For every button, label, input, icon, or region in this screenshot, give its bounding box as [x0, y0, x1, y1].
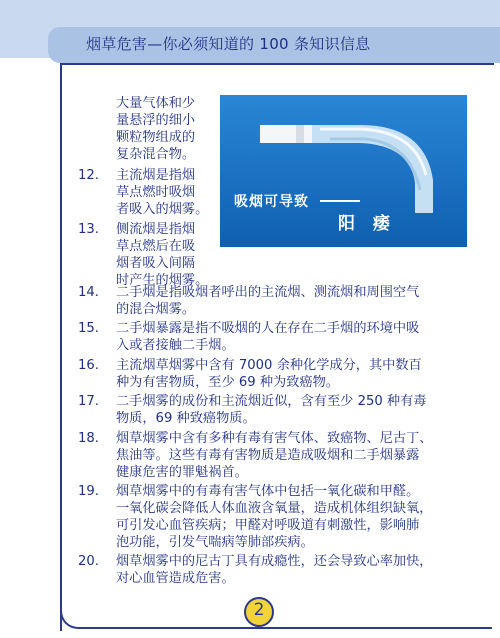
item-line: 烟草烟雾中的尼古丁具有成瘾性，还会导致心率加快， [116, 554, 433, 569]
intro-line: 大量气体和少 [116, 96, 196, 111]
item-line: 主流烟草烟雾中含有 7000 余种化学成分，其中数百 [116, 358, 422, 373]
intro-line: 复杂混合物。 [116, 147, 196, 162]
item-line: 烟者吸入间隔 [116, 256, 196, 271]
item-line: 草点燃后在吸 [116, 239, 196, 254]
item-line: 侧流烟是指烟 [116, 222, 196, 237]
item-line: 可引发心血管疾病；甲醛对呼吸道有刺激性，影响肺 [116, 518, 420, 533]
item-line: 时产生的烟雾。 [116, 273, 209, 288]
item-number: 19. [78, 484, 99, 499]
item-line: 对心血管造成危害。 [116, 571, 235, 586]
item-number: 14. [78, 285, 99, 300]
item-line: 主流烟是指烟 [116, 168, 196, 183]
warning-illustration [220, 95, 467, 247]
caption-left: 吸烟可导致 [234, 194, 309, 210]
item-line: 入或者接触二手烟。 [116, 338, 235, 353]
item-number: 12. [78, 168, 99, 183]
item-line: 草点燃时吸烟 [116, 185, 196, 200]
page-number: 2 [253, 600, 265, 620]
item-line: 者吸入的烟雾。 [116, 202, 209, 217]
intro-line: 量悬浮的细小 [116, 113, 196, 128]
caption-right: 阳 痿 [338, 214, 396, 234]
item-line: 一氧化碳会降低人体血液含氧量，造成机体组织缺氧， [116, 501, 433, 516]
item-line: 烟草烟雾中含有多种有毒有害气体、致癌物、尼古丁、 [116, 431, 433, 446]
intro-line: 颗粒物组成的 [116, 130, 196, 145]
item-line: 种为有害物质，至少 69 种为致癌物。 [116, 375, 339, 390]
item-line: 二手烟是指吸烟者呼出的主流烟、测流烟和周围空气 [116, 285, 420, 300]
item-line: 健康危害的罪魁祸首。 [116, 465, 248, 480]
content-frame-bottom [60, 597, 492, 629]
item-line: 泡功能，引发气喘病等肺部疾病。 [116, 535, 314, 550]
item-number: 20. [78, 554, 99, 569]
caption-dash [320, 200, 360, 202]
item-line: 焦油等。这些有毒有害物质是造成吸烟和二手烟暴露 [116, 448, 420, 463]
page-title: 烟草危害—你必须知道的 100 条知识信息 [86, 35, 371, 53]
item-number: 13. [78, 222, 99, 237]
item-line: 二手烟雾的成份和主流烟近似，含有至少 250 种有毒 [116, 394, 427, 409]
item-line: 二手烟暴露是指不吸烟的人在存在二手烟的环境中吸 [116, 321, 420, 336]
item-number: 18. [78, 431, 99, 446]
item-line: 烟草烟雾中的有毒有害气体中包括一氧化碳和甲醛。 [116, 484, 420, 499]
item-line: 物质，69 种致癌物质。 [116, 411, 256, 426]
item-number: 17. [78, 394, 99, 409]
item-number: 15. [78, 321, 99, 336]
item-line: 的混合烟雾。 [116, 302, 196, 317]
item-number: 16. [78, 358, 99, 373]
